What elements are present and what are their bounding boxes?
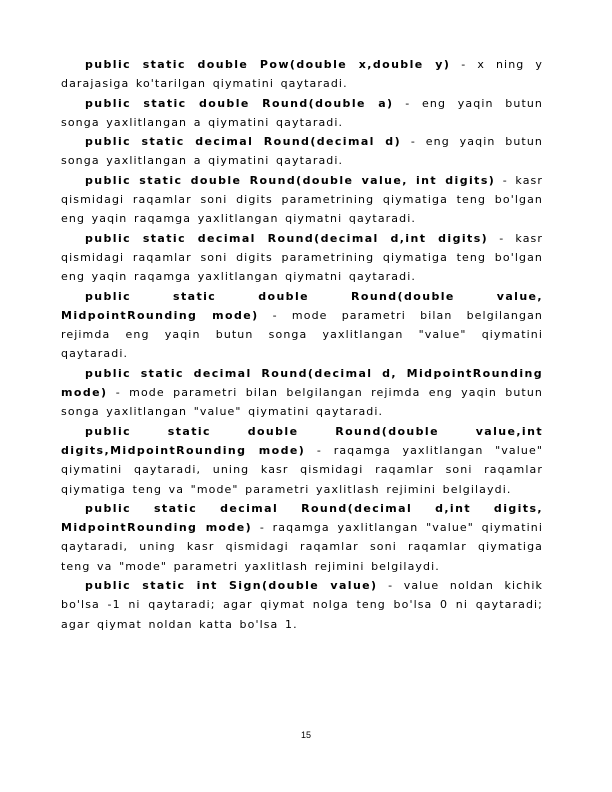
method-signature: public static decimal Round(decimal d) — [85, 135, 402, 149]
method-signature: public static double Round(double a) — [85, 96, 394, 110]
method-signature: public static decimal Round(decimal d, MidpointRounding mode) — [61, 366, 543, 400]
method-description: - kasr qismidagi raqamlar soni digits parametrining qiymatiga teng bo'lgan eng yaqin raqamga yaxlitlangan qiymatni qaytaradi. — [61, 231, 543, 284]
method-paragraph-round-decimal-mode — [61, 364, 543, 422]
method-paragraph-round-double — [61, 94, 543, 133]
method-paragraph-round-double-digits — [61, 171, 543, 229]
method-description: - value noldan kichik bo'lsa -1 ni qaytaradi; agar qiymat nolga teng bo'lsa 0 ni qaytaradi; agar qiymat noldan katta bo'lsa 1. — [61, 579, 543, 631]
page-number: 15 — [300, 730, 311, 740]
method-signature: public static decimal Round(decimal d,int digits) — [85, 231, 489, 245]
method-paragraph-round-decimal-digits-mode — [61, 499, 543, 576]
method-description: - eng yaqin butun songa yaxlitlangan a qiymatini qaytaradi. — [61, 96, 543, 129]
method-paragraph-round-double-mode — [61, 287, 543, 364]
method-paragraph-round-decimal-digits — [61, 229, 543, 287]
method-paragraph-sign — [61, 576, 543, 634]
method-signature: public static double Round(double value,int digits,MidpointRounding mode) — [61, 424, 543, 457]
method-description: - mode parametri bilan belgilangan rejimda eng yaqin butun songa yaxlitlangan "value" qiymatini qaytaradi. — [61, 308, 544, 361]
method-signature: public static int Sign(double value) — [85, 579, 378, 593]
method-signature: public static double Pow(double x,double y) — [85, 58, 451, 71]
method-paragraph-pow — [61, 55, 543, 94]
method-description: - mode parametri bilan belgilangan rejimda eng yaqin butun songa yaxlitlangan "value" qiymatini qaytaradi. — [61, 386, 543, 419]
method-description: - eng yaqin butun songa yaxlitlangan a qiymatini qaytaradi. — [61, 135, 543, 168]
method-signature: public static double Round(double value, int digits) — [85, 173, 496, 187]
method-paragraph-round-decimal — [61, 132, 543, 171]
method-signature: public static double Round(double value, MidpointRounding mode) — [61, 289, 543, 322]
method-description: - x ning y darajasiga ko'tarilgan qiymatini qaytaradi. — [61, 58, 543, 91]
method-paragraph-round-double-digits-mode — [61, 422, 543, 499]
method-description: - kasr qismidagi raqamlar soni digits parametrining qiymatiga teng bo'lgan eng yaqin raqamga yaxlitlangan qiymatni qaytaradi. — [61, 173, 543, 226]
document-body — [61, 55, 543, 634]
method-signature: public static decimal Round(decimal d,int digits, MidpointRounding mode) — [61, 501, 543, 535]
method-description: - raqamga yaxlitlangan "value" qiymatini qaytaradi, uning kasr qismidagi raqamlar soni raqamlar qiymatiga teng va "mode" parametri yaxlitlash rejimini belgilaydi. — [61, 521, 543, 573]
method-description: - raqamga yaxlitlangan "value" qiymatini qaytaradi, uning kasr qismidagi raqamlar soni raqamlar qiymatiga teng va "mode" parametri yaxlitlash rejimini belgilaydi. — [61, 443, 544, 496]
